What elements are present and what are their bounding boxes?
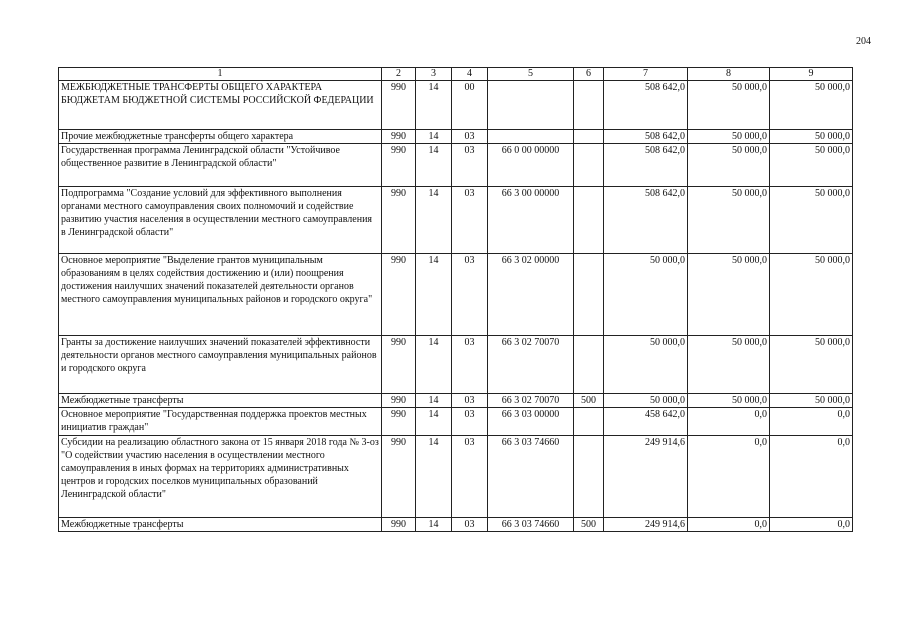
table-row (59, 394, 853, 408)
column-header: 3 (416, 68, 452, 81)
cell-c2: 990 (382, 81, 416, 130)
cell-c3: 14 (416, 408, 452, 436)
cell-c6 (574, 336, 604, 394)
cell-c3: 14 (416, 254, 452, 336)
row-name: Государственная программа Ленинградской области "Устойчивое общественное развитие в Ленинградской области" (59, 144, 382, 187)
cell-c3: 14 (416, 436, 452, 518)
cell-c3: 14 (416, 81, 452, 130)
cell-c8: 50 000,0 (688, 144, 770, 187)
table-row (59, 254, 853, 336)
cell-c9: 0,0 (770, 518, 853, 532)
column-header: 2 (382, 68, 416, 81)
column-header: 4 (452, 68, 488, 81)
cell-c9: 50 000,0 (770, 336, 853, 394)
cell-c5: 66 3 00 00000 (488, 187, 574, 254)
table-row (59, 130, 853, 144)
column-header: 5 (488, 68, 574, 81)
cell-c6 (574, 408, 604, 436)
cell-c9: 0,0 (770, 436, 853, 518)
table-row (59, 81, 853, 130)
cell-c6: 500 (574, 394, 604, 408)
cell-c7: 50 000,0 (604, 254, 688, 336)
cell-c3: 14 (416, 130, 452, 144)
column-header: 8 (688, 68, 770, 81)
row-name: Субсидии на реализацию областного закона от 15 января 2018 года № 3-оз "О содействии участию населения в осуществлении местного самоуправления в иных формах на территориях административных центров и городских поселков муниципальных образований Ленинградской области" (59, 436, 382, 518)
cell-c6 (574, 144, 604, 187)
cell-c4: 03 (452, 394, 488, 408)
cell-c5 (488, 81, 574, 130)
cell-c8: 0,0 (688, 408, 770, 436)
table-row (59, 436, 853, 518)
row-name: Межбюджетные трансферты (59, 394, 382, 408)
cell-c8: 0,0 (688, 518, 770, 532)
cell-c5: 66 3 03 74660 (488, 518, 574, 532)
cell-c4: 03 (452, 408, 488, 436)
page-number: 204 (856, 36, 871, 47)
table-row (59, 336, 853, 394)
cell-c5: 66 3 03 74660 (488, 436, 574, 518)
cell-c9: 50 000,0 (770, 394, 853, 408)
cell-c4: 03 (452, 518, 488, 532)
cell-c3: 14 (416, 336, 452, 394)
row-name: Основное мероприятие "Государственная поддержка проектов местных инициатив граждан" (59, 408, 382, 436)
row-name: МЕЖБЮДЖЕТНЫЕ ТРАНСФЕРТЫ ОБЩЕГО ХАРАКТЕРА БЮДЖЕТАМ БЮДЖЕТНОЙ СИСТЕМЫ РОССИЙСКОЙ ФЕДЕРАЦИИ (59, 81, 382, 130)
cell-c6 (574, 187, 604, 254)
cell-c7: 50 000,0 (604, 336, 688, 394)
cell-c8: 50 000,0 (688, 254, 770, 336)
cell-c7: 50 000,0 (604, 394, 688, 408)
cell-c4: 03 (452, 436, 488, 518)
cell-c2: 990 (382, 130, 416, 144)
cell-c7: 508 642,0 (604, 81, 688, 130)
cell-c8: 50 000,0 (688, 130, 770, 144)
cell-c9: 50 000,0 (770, 187, 853, 254)
cell-c2: 990 (382, 144, 416, 187)
column-header: 1 (59, 68, 382, 81)
cell-c4: 03 (452, 187, 488, 254)
cell-c6 (574, 130, 604, 144)
header-row (59, 68, 853, 81)
cell-c5: 66 3 03 00000 (488, 408, 574, 436)
budget-table (58, 67, 853, 532)
cell-c2: 990 (382, 336, 416, 394)
cell-c4: 03 (452, 254, 488, 336)
cell-c5: 66 0 00 00000 (488, 144, 574, 187)
cell-c5: 66 3 02 70070 (488, 336, 574, 394)
cell-c7: 249 914,6 (604, 436, 688, 518)
cell-c2: 990 (382, 254, 416, 336)
cell-c2: 990 (382, 408, 416, 436)
row-name: Гранты за достижение наилучших значений показателей эффективности деятельности органов местного самоуправления муниципальных районов и городского округа (59, 336, 382, 394)
cell-c9: 50 000,0 (770, 144, 853, 187)
cell-c9: 50 000,0 (770, 130, 853, 144)
cell-c7: 508 642,0 (604, 187, 688, 254)
cell-c7: 508 642,0 (604, 130, 688, 144)
row-name: Подпрограмма "Создание условий для эффективного выполнения органами местного самоуправления своих полномочий и содействие развитию участия населения в осуществлении местного самоуправления в Ленинградской области" (59, 187, 382, 254)
row-name: Прочие межбюджетные трансферты общего характера (59, 130, 382, 144)
cell-c8: 50 000,0 (688, 187, 770, 254)
cell-c2: 990 (382, 518, 416, 532)
row-name: Основное мероприятие "Выделение грантов муниципальным образованиям в целях содействия достижению и (или) поощрения достижения наилучших значений показателей деятельности органов местного самоуправления муниципальных районов и городского округа" (59, 254, 382, 336)
cell-c7: 249 914,6 (604, 518, 688, 532)
cell-c5: 66 3 02 70070 (488, 394, 574, 408)
cell-c4: 03 (452, 336, 488, 394)
cell-c8: 0,0 (688, 436, 770, 518)
column-header: 7 (604, 68, 688, 81)
cell-c6 (574, 436, 604, 518)
cell-c5: 66 3 02 00000 (488, 254, 574, 336)
cell-c3: 14 (416, 144, 452, 187)
cell-c3: 14 (416, 394, 452, 408)
table-row (59, 187, 853, 254)
table-row (59, 144, 853, 187)
cell-c2: 990 (382, 436, 416, 518)
column-header: 6 (574, 68, 604, 81)
cell-c5 (488, 130, 574, 144)
cell-c7: 458 642,0 (604, 408, 688, 436)
cell-c4: 03 (452, 144, 488, 187)
cell-c7: 508 642,0 (604, 144, 688, 187)
table-row (59, 408, 853, 436)
cell-c6: 500 (574, 518, 604, 532)
cell-c8: 50 000,0 (688, 336, 770, 394)
row-name: Межбюджетные трансферты (59, 518, 382, 532)
cell-c4: 03 (452, 130, 488, 144)
cell-c6 (574, 81, 604, 130)
cell-c3: 14 (416, 518, 452, 532)
cell-c3: 14 (416, 187, 452, 254)
cell-c8: 50 000,0 (688, 394, 770, 408)
cell-c4: 00 (452, 81, 488, 130)
cell-c6 (574, 254, 604, 336)
cell-c9: 50 000,0 (770, 254, 853, 336)
cell-c2: 990 (382, 394, 416, 408)
cell-c9: 50 000,0 (770, 81, 853, 130)
cell-c2: 990 (382, 187, 416, 254)
cell-c8: 50 000,0 (688, 81, 770, 130)
table-row (59, 518, 853, 532)
cell-c9: 0,0 (770, 408, 853, 436)
column-header: 9 (770, 68, 853, 81)
